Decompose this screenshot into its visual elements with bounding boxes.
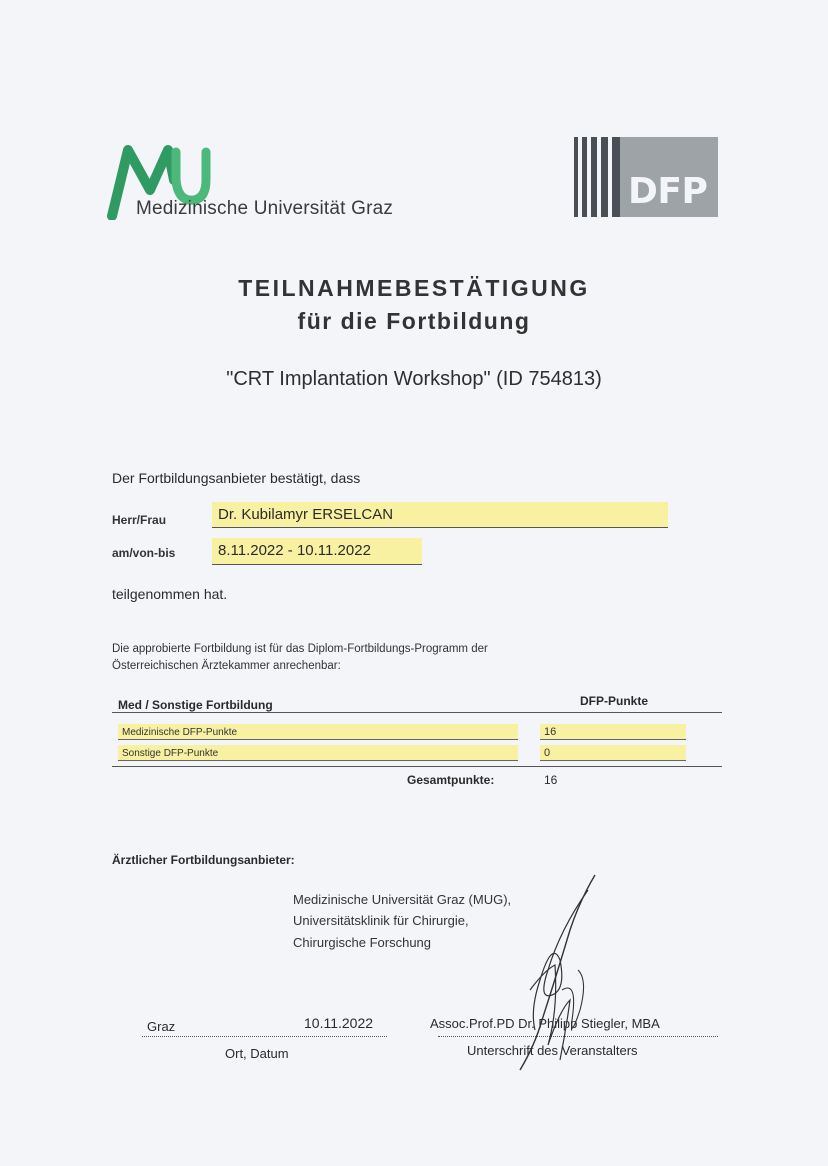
provider-heading: Ärztlicher Fortbildungsanbieter: xyxy=(112,853,295,867)
signatory-name: Assoc.Prof.PD Dr. Philipp Stiegler, MBA xyxy=(430,1016,660,1031)
table-row-value: 0 xyxy=(544,747,551,759)
date-field xyxy=(212,538,422,565)
name-label: Herr/Frau xyxy=(112,513,167,527)
name-value: Dr. Kubilamyr ERSELCAN xyxy=(218,506,394,523)
handwritten-signature xyxy=(500,870,620,1080)
dfp-text: DFP xyxy=(628,171,708,212)
provider-line-1: Medizinische Universität Graz (MUG), xyxy=(293,892,512,907)
certificate-subtitle: für die Fortbildung xyxy=(297,308,531,334)
total-label: Gesamtpunkte: xyxy=(407,773,495,787)
intro-text: Der Fortbildungsanbieter bestätigt, dass xyxy=(112,470,361,486)
points-header-category: Med / Sonstige Fortbildung xyxy=(118,698,273,712)
date-value: 8.11.2022 - 10.11.2022 xyxy=(218,542,371,559)
table-row-value: 16 xyxy=(544,726,557,738)
row-2-value-highlight xyxy=(540,745,686,761)
table-row-label: Sonstige DFP-Punkte xyxy=(122,748,219,759)
place-date-line xyxy=(142,1036,387,1037)
provider-line-3: Chirurgische Forschung xyxy=(293,935,432,950)
dfp-bars-icon xyxy=(572,137,620,217)
place-value: Graz xyxy=(147,1019,176,1034)
points-header-points: DFP-Punkte xyxy=(580,694,649,708)
certificate-title: TEILNAHMEBESTÄTIGUNG xyxy=(238,275,590,301)
course-title: "CRT Implantation Workshop" (ID 754813) xyxy=(226,368,602,390)
participated-text: teilgenommen hat. xyxy=(112,586,228,602)
table-row-label: Medizinische DFP-Punkte xyxy=(122,727,238,738)
table-bottom-rule xyxy=(112,766,722,767)
date-signed-value: 10.11.2022 xyxy=(304,1015,374,1031)
dfp-logo xyxy=(572,137,718,217)
name-field xyxy=(212,502,668,528)
place-date-caption: Ort, Datum xyxy=(225,1046,289,1061)
provider-line-2: Universitätsklinik für Chirurgie, xyxy=(293,913,469,928)
approval-line-2: Österreichischen Ärztekammer anrechenbar: xyxy=(112,660,341,672)
row-1-value-highlight xyxy=(540,724,686,740)
approval-line-1: Die approbierte Fortbildung ist für das Diplom-Fortbildungs-Programm der xyxy=(112,643,488,655)
university-name: Medizinische Universität Graz xyxy=(136,198,394,219)
date-label: am/von-bis xyxy=(112,546,176,560)
approval-text xyxy=(112,641,488,675)
total-value: 16 xyxy=(544,773,558,787)
mug-logo xyxy=(106,140,466,230)
table-top-rule xyxy=(112,712,722,713)
signature-caption: Unterschrift des Veranstalters xyxy=(467,1043,638,1058)
